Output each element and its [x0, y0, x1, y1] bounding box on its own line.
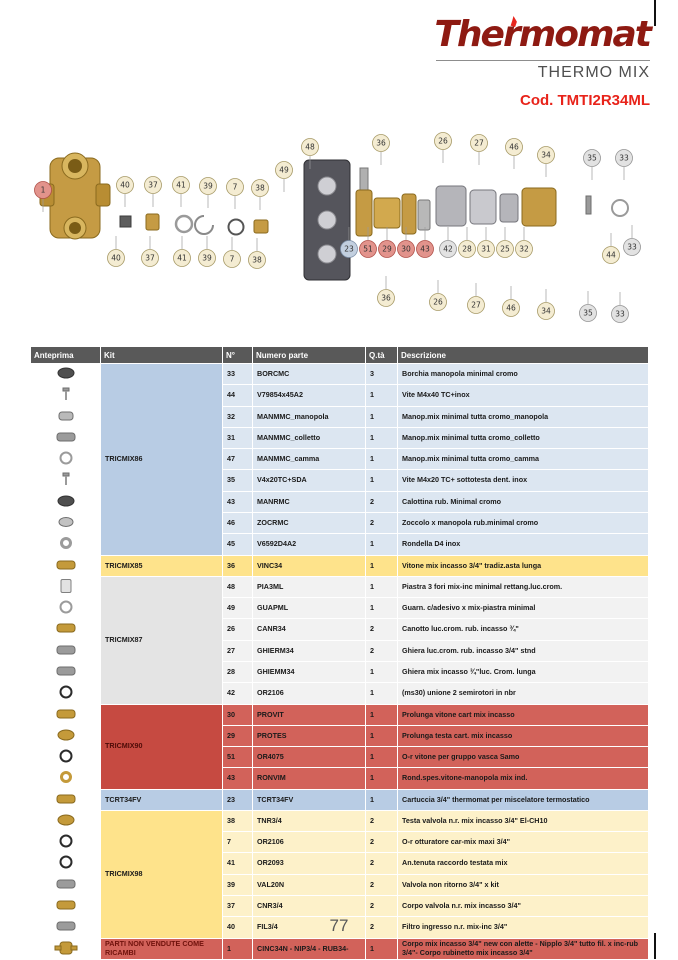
- part-thumbnail-cell: [31, 534, 101, 555]
- part-quantity: 1: [366, 470, 398, 491]
- kit-name: TRICMIX87: [101, 576, 223, 704]
- part-code: TCRT34FV: [253, 789, 366, 810]
- svg-text:26: 26: [433, 297, 443, 307]
- part-number: 32: [223, 406, 253, 427]
- part-description: Vitone mix incasso 3/4" tradiz.asta lunga: [398, 555, 649, 576]
- svg-text:35: 35: [587, 153, 597, 163]
- part-description: Corpo mix incasso 3/4" new con alette - Nipplo 3/4" tutto fil. x inc-rub 3/4"- Corpo rubinetto mix incasso 3/4": [398, 938, 649, 959]
- part-number: 29: [223, 725, 253, 746]
- part-thumbnail: [53, 642, 79, 658]
- part-thumbnail: [53, 578, 79, 594]
- crop-mark: [654, 0, 656, 26]
- part-code: PIA3ML: [253, 576, 366, 597]
- part-thumbnail: [53, 514, 79, 530]
- table-header-row: [31, 347, 649, 364]
- part-quantity: 2: [366, 832, 398, 853]
- svg-text:39: 39: [202, 253, 212, 263]
- part-thumbnail-cell: [31, 661, 101, 682]
- svg-text:48: 48: [305, 142, 315, 152]
- part-thumbnail-cell: [31, 768, 101, 789]
- part-description: Prolunga testa cart. mix incasso: [398, 725, 649, 746]
- svg-text:37: 37: [145, 253, 155, 263]
- part-number: 35: [223, 470, 253, 491]
- diagram-callout: [506, 139, 523, 170]
- svg-text:41: 41: [177, 253, 187, 263]
- part-description: Canotto luc.crom. rub. incasso ¾": [398, 619, 649, 640]
- part-code: VINC34: [253, 555, 366, 576]
- part-description: Calottina rub. Minimal cromo: [398, 491, 649, 512]
- part-code: OR2106: [253, 832, 366, 853]
- part-number: 31: [223, 427, 253, 448]
- part-thumbnail-cell: [31, 598, 101, 619]
- part-description: Rond.spes.vitone-manopola mix ind.: [398, 768, 649, 789]
- col-numero-parte: Numero parte: [253, 347, 366, 364]
- crop-mark: [654, 933, 656, 959]
- small-parts-illustration: [120, 214, 268, 235]
- diagram-callout: [471, 135, 488, 166]
- diagram-callout: [497, 227, 514, 258]
- diagram-callout: [142, 236, 159, 267]
- part-quantity: 1: [366, 427, 398, 448]
- diagram-callout: [624, 225, 641, 256]
- part-quantity: 1: [366, 406, 398, 427]
- col-descrizione: Descrizione: [398, 347, 649, 364]
- svg-text:40: 40: [120, 180, 130, 190]
- part-thumbnail-cell: [31, 470, 101, 491]
- part-description: Guarn. c/adesivo x mix-piastra minimal: [398, 598, 649, 619]
- part-number: 45: [223, 534, 253, 555]
- part-number: 46: [223, 512, 253, 533]
- part-quantity: 1: [366, 747, 398, 768]
- diagram-callout: [440, 227, 457, 258]
- part-thumbnail: [53, 450, 79, 466]
- part-quantity: 1: [366, 598, 398, 619]
- svg-text:44: 44: [606, 250, 616, 260]
- part-number: 23: [223, 789, 253, 810]
- part-description: Piastra 3 fori mix-inc minimal rettang.luc.crom.: [398, 576, 649, 597]
- svg-text:39: 39: [203, 181, 213, 191]
- diagram-callout: [379, 227, 396, 258]
- part-code: FIL3/4: [253, 917, 366, 938]
- parts-table-body: [31, 364, 649, 960]
- part-thumbnail-cell: [31, 810, 101, 831]
- part-thumbnail: [53, 727, 79, 743]
- diagram-callout: [252, 180, 269, 211]
- diagram-callout: [516, 227, 533, 258]
- part-thumbnail: [53, 876, 79, 892]
- part-number: 51: [223, 747, 253, 768]
- kit-name: TRICMIX85: [101, 555, 223, 576]
- part-thumbnail-cell: [31, 640, 101, 661]
- part-thumbnail-cell: [31, 747, 101, 768]
- part-quantity: 2: [366, 917, 398, 938]
- part-code: TNR3/4: [253, 810, 366, 831]
- part-code: OR4075: [253, 747, 366, 768]
- diagram-callout: [200, 178, 217, 209]
- diagram-callout: [417, 227, 434, 258]
- diagram-callout: [430, 280, 447, 311]
- table-row: [31, 576, 649, 597]
- part-thumbnail-cell: [31, 725, 101, 746]
- svg-text:34: 34: [541, 150, 551, 160]
- part-number: 43: [223, 768, 253, 789]
- part-number: 26: [223, 619, 253, 640]
- part-quantity: 1: [366, 661, 398, 682]
- part-description: Prolunga vitone cart mix incasso: [398, 704, 649, 725]
- svg-text:43: 43: [420, 244, 430, 254]
- part-thumbnail-cell: [31, 832, 101, 853]
- part-code: VAL20N: [253, 874, 366, 895]
- part-thumbnail: [53, 599, 79, 615]
- part-thumbnail-cell: [31, 896, 101, 917]
- part-thumbnail: [53, 940, 79, 956]
- part-thumbnail-cell: [31, 576, 101, 597]
- diagram-callout: [276, 162, 293, 193]
- part-thumbnail-cell: [31, 619, 101, 640]
- part-number: 33: [223, 364, 253, 385]
- brand-divider: [436, 60, 650, 61]
- part-code: GHIEMM34: [253, 661, 366, 682]
- part-quantity: 2: [366, 640, 398, 661]
- svg-text:40: 40: [111, 253, 121, 263]
- table-row: [31, 938, 649, 959]
- part-thumbnail: [53, 365, 79, 381]
- svg-text:30: 30: [401, 244, 411, 254]
- svg-text:38: 38: [255, 183, 265, 193]
- svg-text:34: 34: [541, 306, 551, 316]
- svg-text:36: 36: [376, 138, 386, 148]
- part-thumbnail-cell: [31, 512, 101, 533]
- part-quantity: 1: [366, 534, 398, 555]
- svg-text:23: 23: [344, 244, 354, 254]
- svg-text:31: 31: [481, 244, 491, 254]
- kit-name: PARTI NON VENDUTE COME RICAMBI: [101, 938, 223, 959]
- part-code: PROTES: [253, 725, 366, 746]
- diagram-callout: [538, 289, 555, 320]
- wall-plate-illustration: [304, 160, 350, 280]
- kit-name: TCRT34FV: [101, 789, 223, 810]
- part-code: RONVIM: [253, 768, 366, 789]
- part-quantity: 3: [366, 364, 398, 385]
- part-code: CINC34N - NIP3/4 - RUB34-: [253, 938, 366, 959]
- part-quantity: 2: [366, 874, 398, 895]
- col-numero: N°: [223, 347, 253, 364]
- svg-text:26: 26: [438, 136, 448, 146]
- diagram-callout: [503, 286, 520, 317]
- part-description: O-r otturatore car-mix maxi 3/4": [398, 832, 649, 853]
- part-quantity: 1: [366, 385, 398, 406]
- svg-text:7: 7: [232, 182, 238, 192]
- part-thumbnail-cell: [31, 427, 101, 448]
- diagram-callout: [612, 292, 629, 323]
- svg-text:1: 1: [40, 185, 46, 195]
- part-quantity: 1: [366, 704, 398, 725]
- part-thumbnail-cell: [31, 938, 101, 959]
- part-code: GUAPML: [253, 598, 366, 619]
- part-code: OR2093: [253, 853, 366, 874]
- table-row: [31, 555, 649, 576]
- col-anteprima: Anteprima: [31, 347, 101, 364]
- part-description: Manop.mix minimal tutta cromo_camma: [398, 449, 649, 470]
- part-quantity: 1: [366, 555, 398, 576]
- part-number: 42: [223, 683, 253, 704]
- kit-name: TRICMIX90: [101, 704, 223, 789]
- part-description: Manop.mix minimal tutta cromo_manopola: [398, 406, 649, 427]
- part-number: 44: [223, 385, 253, 406]
- svg-text:33: 33: [627, 242, 637, 252]
- col-quantita: Q.tà: [366, 347, 398, 364]
- svg-text:7: 7: [229, 254, 235, 264]
- diagram-callout: [603, 233, 620, 264]
- svg-text:33: 33: [615, 309, 625, 319]
- part-quantity: 2: [366, 512, 398, 533]
- part-code: ZOCRMC: [253, 512, 366, 533]
- part-thumbnail: [53, 557, 79, 573]
- part-code: V4x20TC+SDA: [253, 470, 366, 491]
- part-description: Testa valvola n.r. mix incasso 3/4" El-CH10: [398, 810, 649, 831]
- part-thumbnail: [53, 812, 79, 828]
- part-number: 37: [223, 896, 253, 917]
- diagram-callout: [378, 276, 395, 307]
- part-number: 43: [223, 491, 253, 512]
- svg-text:46: 46: [506, 303, 516, 313]
- part-thumbnail: [53, 833, 79, 849]
- svg-text:38: 38: [252, 255, 262, 265]
- diagram-callout: [249, 238, 266, 269]
- part-thumbnail: [53, 769, 79, 785]
- part-code: GHIERM34: [253, 640, 366, 661]
- part-code: MANMMC_manopola: [253, 406, 366, 427]
- part-thumbnail: [53, 748, 79, 764]
- part-thumbnail-cell: [31, 683, 101, 704]
- part-quantity: 1: [366, 938, 398, 959]
- part-code: MANMMC_colletto: [253, 427, 366, 448]
- part-number: 36: [223, 555, 253, 576]
- part-code: V6592D4A2: [253, 534, 366, 555]
- part-number: 1: [223, 938, 253, 959]
- table-row: [31, 810, 649, 831]
- diagram-callout: [108, 236, 125, 267]
- part-quantity: 1: [366, 683, 398, 704]
- part-quantity: 1: [366, 576, 398, 597]
- part-thumbnail: [53, 535, 79, 551]
- table-row: [31, 789, 649, 810]
- part-number: 27: [223, 640, 253, 661]
- part-thumbnail: [53, 684, 79, 700]
- part-thumbnail: [53, 620, 79, 636]
- part-description: Zoccolo x manopola rub.minimal cromo: [398, 512, 649, 533]
- part-number: 49: [223, 598, 253, 619]
- part-description: Ghiera mix incasso ¾"luc. Crom. lunga: [398, 661, 649, 682]
- part-description: Corpo valvola n.r. mix incasso 3/4": [398, 896, 649, 917]
- part-number: 48: [223, 576, 253, 597]
- svg-text:46: 46: [509, 142, 519, 152]
- part-quantity: 2: [366, 491, 398, 512]
- part-quantity: 2: [366, 810, 398, 831]
- valve-body-illustration: [40, 153, 110, 239]
- part-description: Rondella D4 inox: [398, 534, 649, 555]
- part-code: V79854x45A2: [253, 385, 366, 406]
- part-description: Borchia manopola minimal cromo: [398, 364, 649, 385]
- part-code: MANRMC: [253, 491, 366, 512]
- part-thumbnail-cell: [31, 704, 101, 725]
- svg-text:27: 27: [474, 138, 484, 148]
- part-number: 30: [223, 704, 253, 725]
- exploded-diagram: [8, 128, 670, 340]
- part-description: Vite M4x20 TC+ sottotesta dent. inox: [398, 470, 649, 491]
- kit-name: TRICMIX98: [101, 810, 223, 938]
- part-description: Cartuccia 3/4" thermomat per miscelatore termostatico: [398, 789, 649, 810]
- part-description: Ghiera luc.crom. rub. incasso 3/4" stnd: [398, 640, 649, 661]
- product-code: Cod. TMTI2R34ML: [520, 92, 650, 109]
- part-thumbnail-cell: [31, 874, 101, 895]
- svg-text:49: 49: [279, 165, 289, 175]
- diagram-callout: [145, 177, 162, 208]
- part-number: 47: [223, 449, 253, 470]
- diagram-callout: [199, 236, 216, 267]
- part-number: 28: [223, 661, 253, 682]
- diagram-callout: [173, 177, 190, 208]
- part-number: 38: [223, 810, 253, 831]
- part-description: Valvola non ritorno 3/4" x kit: [398, 874, 649, 895]
- diagram-callout: [468, 283, 485, 314]
- part-thumbnail-cell: [31, 406, 101, 427]
- part-thumbnail: [53, 791, 79, 807]
- part-number: 40: [223, 917, 253, 938]
- svg-text:29: 29: [382, 244, 392, 254]
- part-quantity: 2: [366, 619, 398, 640]
- parts-table: [30, 346, 649, 960]
- diagram-callout: [224, 237, 241, 268]
- part-thumbnail-cell: [31, 364, 101, 385]
- part-code: CNR3/4: [253, 896, 366, 917]
- part-thumbnail: [53, 706, 79, 722]
- brand-logo: Thermomat: [434, 14, 650, 55]
- part-description: O-r vitone per gruppo vasca Samo: [398, 747, 649, 768]
- page-number: 77: [329, 916, 349, 935]
- table-row: [31, 364, 649, 385]
- part-thumbnail-cell: [31, 555, 101, 576]
- part-thumbnail: [53, 897, 79, 913]
- diagram-callout: [373, 135, 390, 166]
- svg-text:51: 51: [363, 244, 373, 254]
- diagram-callout: [227, 179, 244, 210]
- part-quantity: 1: [366, 725, 398, 746]
- part-thumbnail: [53, 429, 79, 445]
- svg-text:37: 37: [148, 180, 158, 190]
- diagram-callout: [174, 236, 191, 267]
- diagram-callout: [459, 227, 476, 258]
- sleeves-illustration: [436, 186, 628, 226]
- svg-text:32: 32: [519, 244, 529, 254]
- part-code: MANMMC_camma: [253, 449, 366, 470]
- svg-text:27: 27: [471, 300, 481, 310]
- diagram-callout: [435, 133, 452, 164]
- part-thumbnail: [53, 854, 79, 870]
- svg-text:36: 36: [381, 293, 391, 303]
- product-line: THERMO MIX: [537, 64, 650, 81]
- part-thumbnail-cell: [31, 385, 101, 406]
- part-description: Manop.mix minimal tutta cromo_colletto: [398, 427, 649, 448]
- part-description: An.tenuta raccordo testata mix: [398, 853, 649, 874]
- table-row: [31, 704, 649, 725]
- part-thumbnail: [53, 408, 79, 424]
- part-number: 39: [223, 874, 253, 895]
- part-thumbnail-cell: [31, 491, 101, 512]
- svg-text:42: 42: [443, 244, 453, 254]
- diagram-callout: [616, 150, 633, 181]
- svg-text:41: 41: [176, 180, 186, 190]
- part-quantity: 2: [366, 853, 398, 874]
- part-quantity: 1: [366, 768, 398, 789]
- diagram-callout: [478, 227, 495, 258]
- part-thumbnail-cell: [31, 449, 101, 470]
- part-thumbnail: [53, 386, 79, 402]
- part-number: 41: [223, 853, 253, 874]
- part-description: Filtro ingresso n.r. mix-inc 3/4": [398, 917, 649, 938]
- part-thumbnail: [53, 471, 79, 487]
- cartridge-illustration: [356, 168, 430, 236]
- svg-text:33: 33: [619, 153, 629, 163]
- diagram-callout: [580, 291, 597, 322]
- part-description: Vite M4x40 TC+inox: [398, 385, 649, 406]
- part-thumbnail: [53, 493, 79, 509]
- part-quantity: 1: [366, 789, 398, 810]
- part-quantity: 1: [366, 449, 398, 470]
- diagram-callout: [584, 150, 601, 181]
- part-description: (ms30) unione 2 semirotori in nbr: [398, 683, 649, 704]
- part-code: OR2106: [253, 683, 366, 704]
- col-kit: Kit: [101, 347, 223, 364]
- svg-text:35: 35: [583, 308, 593, 318]
- part-thumbnail-cell: [31, 853, 101, 874]
- part-code: BORCMC: [253, 364, 366, 385]
- part-thumbnail-cell: [31, 789, 101, 810]
- svg-text:25: 25: [500, 244, 510, 254]
- part-code: CANR34: [253, 619, 366, 640]
- part-number: 7: [223, 832, 253, 853]
- diagram-callout: [117, 177, 134, 208]
- svg-text:28: 28: [462, 244, 472, 254]
- part-thumbnail: [53, 663, 79, 679]
- part-code: PROVIT: [253, 704, 366, 725]
- part-quantity: 2: [366, 896, 398, 917]
- kit-name: TRICMIX86: [101, 364, 223, 556]
- diagram-callout: [538, 147, 555, 178]
